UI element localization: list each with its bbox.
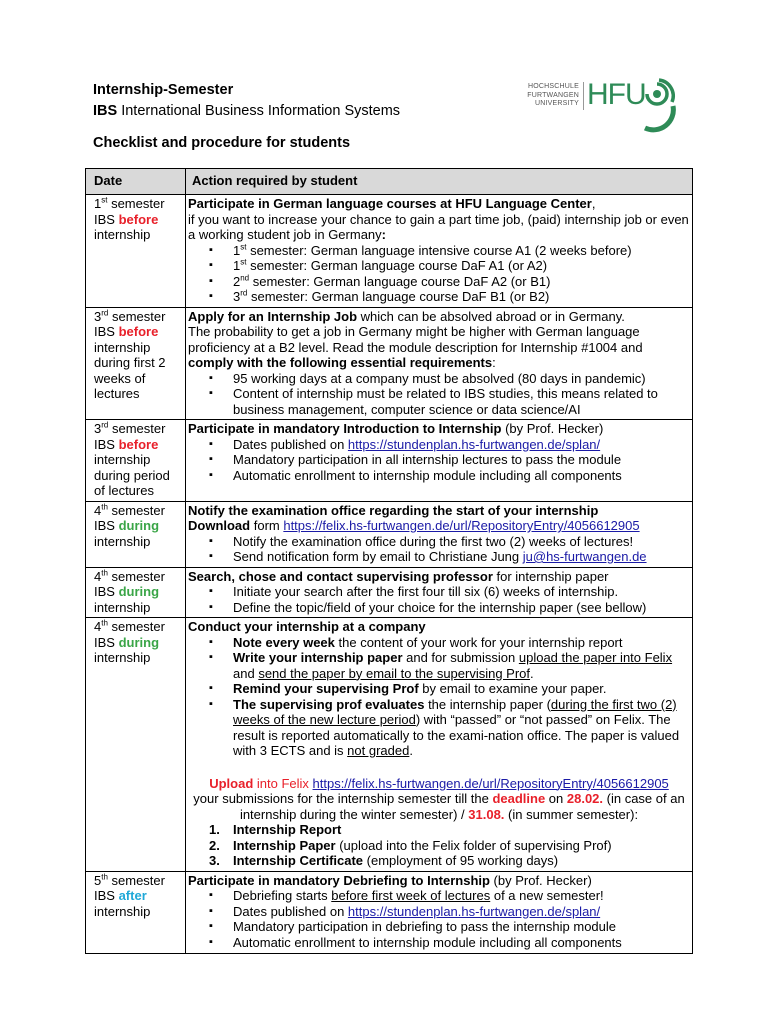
list-item: ▪ 1st semester: German language course DaF A1 (or A2) [233, 258, 690, 274]
row-action [186, 195, 693, 308]
action-list [188, 534, 690, 565]
action-title: Conduct your internship at a company [188, 619, 426, 634]
action-title-tail: , [591, 196, 596, 211]
table-row [86, 618, 693, 872]
action-list [188, 635, 690, 759]
list-item: ▪ Automatic enrollment to internship module including all components [233, 468, 690, 484]
program-abbr: IBS [93, 103, 118, 119]
checklist-table [85, 168, 693, 954]
row-date: 3rd semester IBS before internship during first 2 weeks of lectures [86, 307, 186, 420]
list-item: ▪ Automatic enrollment to internship module including all components [233, 935, 690, 951]
action-text: if you want to increase your chance to gain a part time job, (paid) internship job or even a working student job in Germany [188, 211, 689, 242]
row-date: 4th semester IBS during internship [86, 567, 186, 618]
action-title: Participate in mandatory Introduction to Internship [188, 421, 502, 436]
date-sem: semester [107, 196, 165, 211]
action-list [188, 243, 690, 305]
date-sup: st [101, 195, 108, 205]
list-item: ▪ Mandatory participation in all internship lectures to pass the module [233, 452, 690, 468]
date-rest: internship [94, 227, 151, 242]
table-row [86, 307, 693, 420]
list-item: ▪ Dates published on https://stundenplan.hs-furtwangen.de/splan/ [233, 437, 690, 453]
action-text-tail: : [381, 227, 386, 242]
logo-swirl-icon [639, 78, 679, 134]
row-date: 4th semester IBS during internship [86, 618, 186, 872]
list-item: ▪ Content of internship must be related to IBS studies, this means related to business management, computer science or data science/AI [233, 386, 690, 417]
spacer [188, 759, 690, 776]
list-item: ▪ Debriefing starts before first week of lectures of a new semester! [233, 888, 690, 904]
row-action: Notify the examination office regarding the start of your internship Download form https://felix.hs-furtwangen.de/url/RepositoryEntry/4056612905 ▪ Notify the examination office during the first two (2) weeks of lectures! ▪ Send notification form by email to Christiane Jung ju@hs-furtwangen.de [186, 501, 693, 567]
document-header [93, 80, 400, 122]
logo-line-3: UNIVERSITY [534, 100, 579, 107]
list-item: 1. Internship Report [209, 822, 342, 837]
list-item: ▪ Define the topic/field of your choice for the internship paper (see bellow) [233, 600, 690, 616]
list-item: ▪ Note every week the content of your work for your internship report [233, 635, 690, 651]
row-date: 4th semester IBS during internship [86, 501, 186, 567]
felix-upload-link[interactable]: https://felix.hs-furtwangen.de/url/RepositoryEntry/4056612905 [312, 775, 669, 791]
logo-line-2: FURTWANGEN [527, 91, 579, 99]
table-header-row [86, 169, 693, 195]
logo-wordmark [527, 83, 579, 109]
list-item: ▪ Send notification form by email to Christiane Jung ju@hs-furtwangen.de [233, 549, 690, 565]
table-row [86, 195, 693, 308]
program-line [93, 101, 400, 122]
upload-label: Upload [209, 775, 254, 791]
action-list [188, 437, 690, 484]
row-action: Participate in mandatory Introduction to Internship (by Prof. Hecker) ▪ Dates published on https://stundenplan.hs-furtwangen.de/splan/ ▪ Mandatory participation in all internship lectures to pass the module ▪ Automatic enrollment to internship module including all components [186, 420, 693, 502]
list-item: ▪ 3rd semester: German language course DaF B1 (or B2) [233, 289, 690, 305]
list-item: ▪ Dates published on https://stundenplan.hs-furtwangen.de/splan/ [233, 904, 690, 920]
action-title: Apply for an Internship Job [188, 308, 358, 324]
list-item: 2. Internship Paper (upload into the Felix folder of supervising Prof) [209, 837, 612, 853]
col-date-header: Date [86, 169, 186, 195]
action-list [188, 371, 690, 418]
row-action [186, 618, 693, 872]
row-action: Search, chose and contact supervising professor for internship paper ▪ Initiate your search after the first four till six (6) weeks of internship. ▪ Define the topic/field of your choice for the internship paper (see bellow) [186, 567, 693, 618]
deadline-winter: 28.02. [566, 791, 604, 806]
logo-mark: HFU [587, 78, 646, 111]
checklist-title: Checklist and procedure for students [93, 135, 351, 151]
date-when: before [118, 211, 159, 227]
submission-list [188, 822, 690, 869]
hfu-logo [527, 78, 677, 134]
row-action: Participate in mandatory Debriefing to Internship (by Prof. Hecker) ▪ Debriefing starts before first week of lectures of a new semester! ▪ Dates published on https://stundenplan.hs-furtwangen.de/splan/ ▪ Mandatory participation in debriefing to pass the internship module ▪ Automatic enrollment to internship module including all components [186, 871, 693, 953]
action-title: Notify the examination office regarding the start of your internship [188, 502, 599, 518]
col-action-header: Action required by student [186, 169, 693, 195]
logo-line-1: HOCHSCHULE [527, 83, 579, 90]
list-item: ▪ Remind your supervising Prof by email to examine your paper. [233, 681, 690, 697]
action-list [188, 888, 690, 950]
logo-divider [583, 82, 584, 110]
deadline-label: deadline [492, 791, 546, 806]
splan-link[interactable]: https://stundenplan.hs-furtwangen.de/splan/ [347, 436, 601, 452]
row-action: Apply for an Internship Job which can be absolved abroad or in Germany. The probability to get a job in Germany might be higher with German language proficiency at a B2 level. Read the module description for Internship #1004 and comply with the following essential requirements: ▪ 95 working days at a company must be absolved (80 days in pandemic) ▪ Content of internship must be related to IBS studies, this means related to business management, computer science or data science/AI [186, 307, 693, 420]
date-rest: internship during first 2 weeks of lectures [94, 339, 166, 401]
action-title: Participate in German language courses at HFU Language Center [188, 196, 592, 211]
action-title: Participate in mandatory Debriefing to Internship [188, 872, 490, 888]
list-item: ▪ 2nd semester: German language course DaF A2 (or B1) [233, 274, 690, 290]
date-prog: IBS [94, 211, 119, 227]
table-row [86, 567, 693, 618]
list-item: ▪ Notify the examination office during the first two (2) weeks of lectures! [233, 534, 690, 550]
row-date [86, 195, 186, 308]
table-row [86, 501, 693, 567]
table-row [86, 420, 693, 502]
list-item: ▪ 95 working days at a company must be absolved (80 days in pandemic) [233, 371, 690, 387]
action-title: Search, chose and contact supervising professor [188, 568, 493, 584]
row-date: 5th semester IBS after internship [86, 871, 186, 953]
submission-block: Upload into Felix https://felix.hs-furtwangen.de/url/RepositoryEntry/4056612905 your submissions for the internship semester till the deadline on 28.02. (in case of an internship during the winter semester) / 31.08. (in summer semester): [193, 775, 685, 822]
action-list [188, 584, 690, 615]
splan-link[interactable]: https://stundenplan.hs-furtwangen.de/splan/ [347, 903, 601, 919]
notification-form-link[interactable]: https://felix.hs-furtwangen.de/url/RepositoryEntry/4056612905 [283, 518, 640, 533]
list-item: 3. Internship Certificate (employment of 95 working days) [209, 853, 559, 868]
list-item: ▪ Initiate your search after the first four till six (6) weeks of internship. [233, 584, 690, 600]
date-num: 1 [94, 196, 102, 211]
list-item: ▪ 1st semester: German language intensive course A1 (2 weeks before) [233, 243, 690, 259]
deadline-summer: 31.08. [468, 806, 505, 822]
program-name: International Business Information Systems [117, 103, 401, 119]
table-row [86, 871, 693, 953]
list-item: ▪ Write your internship paper and for submission upload the paper into Felix and send the paper by email to the supervising Prof. [233, 650, 690, 681]
email-link[interactable]: ju@hs-furtwangen.de [522, 549, 647, 564]
row-date: 3rd semester IBS before internship during period of lectures [86, 420, 186, 502]
list-item: ▪ The supervising prof evaluates the internship paper (during the first two (2) weeks of the new lecture period) with “passed” or “not passed” on Felix. The result is reported automatically to the exami-nation office. The paper is valued with 3 ECTS and is not graded. [233, 697, 690, 759]
list-item: ▪ Mandatory participation in debriefing to pass the internship module [233, 919, 690, 935]
document-title: Internship-Semester [93, 82, 234, 98]
